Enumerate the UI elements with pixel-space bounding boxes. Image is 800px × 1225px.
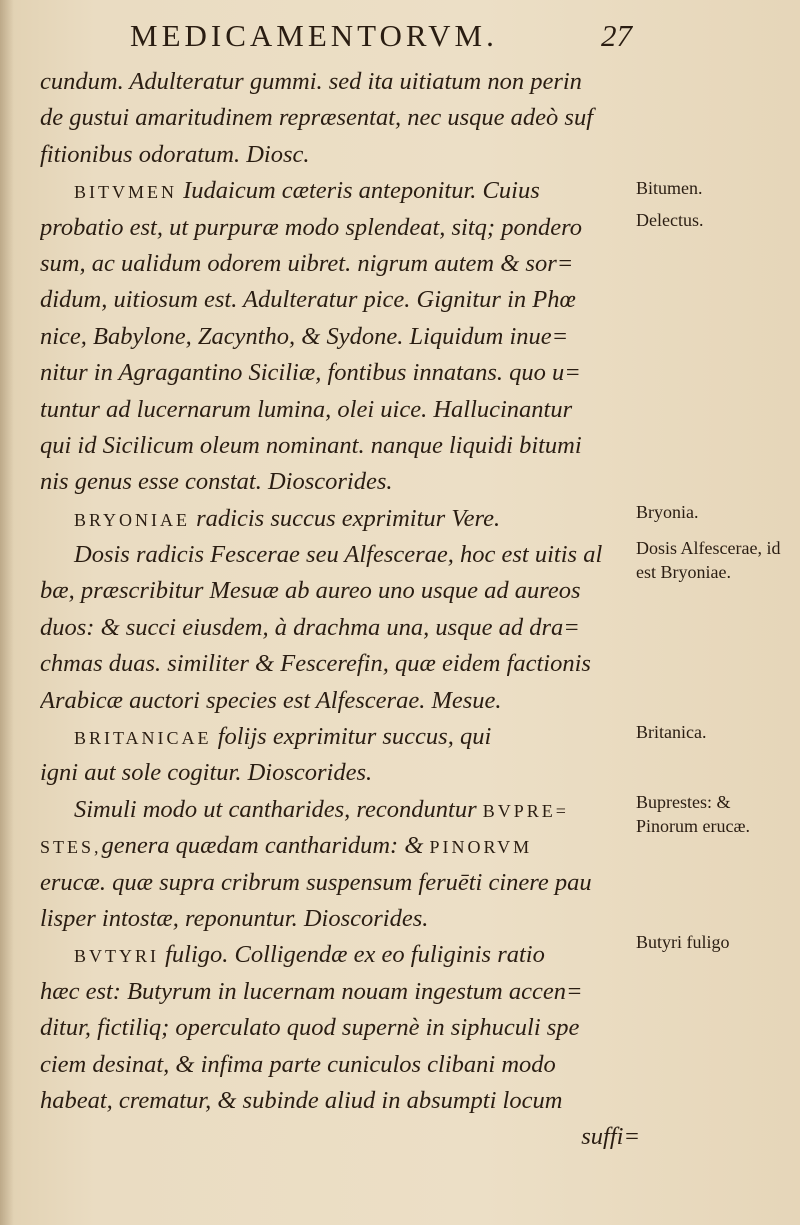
entry-britanicae	[40, 719, 640, 755]
marginal-note-dosis: Dosis Alfescerae, id est Bryoniae.	[636, 538, 781, 582]
headword-buprestes-1: BVPRE=	[482, 800, 569, 821]
headword-pinorum: PINORVM	[429, 837, 533, 858]
text-line: Dosis radicis Fescerae seu Alfescerae, hoc est uitis al	[74, 541, 603, 569]
headword-butyri: BVTYRI	[74, 946, 159, 967]
text-line: nice, Babylone, Zacyntho, & Sydone. Liquidum inue=	[40, 322, 569, 350]
text-line: lisper intostæ, reponuntur. Dioscorides.	[40, 904, 429, 932]
headword-bitumen: BITVMEN	[74, 182, 177, 203]
text-line: nitur in Agragantino Siciliæ, fontibus innatans. quo u=	[40, 359, 581, 387]
text-line: sum, ac ualidum odorem uibret. nigrum autem & sor=	[40, 249, 574, 277]
marginal-note-bryonia: Bryonia.	[636, 502, 699, 522]
headword-buprestes-2: STES,	[40, 837, 102, 858]
headword-britanicae: BRITANICAE	[74, 728, 212, 749]
text-line: hæc est: Butyrum in lucernam nouam ingestum accen=	[40, 977, 583, 1005]
page-number: 27	[601, 18, 632, 53]
text-line: habeat, crematur, & subinde aliud in absumpti locum	[40, 1086, 563, 1114]
marginal-note-bitumen: Bitumen.	[636, 178, 703, 198]
text-line: qui id Sicilicum oleum nominant. nanque liquidi bitumi	[40, 431, 582, 459]
text-line: didum, uitiosum est. Adulteratur pice. Gignitur in Phœ	[40, 286, 576, 314]
entry-bryoniae	[40, 501, 640, 537]
entry-buprestes	[40, 792, 640, 828]
text-line: chmas duas. similiter & Fescerefin, quæ eidem factionis	[40, 650, 591, 678]
text-line: cundum. Adulteratur gummi. sed ita uitiatum non perin	[40, 68, 582, 95]
running-header	[130, 18, 640, 54]
text-line: ditur, fictiliq; operculato quod supernè in siphuculi spe	[40, 1014, 580, 1042]
running-title: MEDICAMENTORVM.	[130, 18, 498, 53]
text-line: ciem desinat, & infima parte cuniculos clibani modo	[40, 1050, 556, 1078]
text-line: de gustui amaritudinem repræsentat, nec usque adeò suf	[40, 104, 594, 132]
marginal-note-butyri: Butyri fuligo	[636, 932, 730, 952]
text-line: folijs exprimitur succus, qui	[217, 723, 492, 751]
text-line: fuligo. Colligendæ ex eo fuliginis ratio	[165, 941, 545, 969]
text-line: duos: & succi eiusdem, à drachma una, usque ad dra=	[40, 613, 580, 641]
text-line: Iudaicum cæteris anteponitur. Cuius	[183, 177, 540, 205]
text-line: bæ, præscribitur Mesuæ ab aureo uno usque ad aureos	[40, 577, 581, 605]
text-line: fitionibus odoratum. Diosc.	[40, 140, 310, 168]
text-line: igni aut sole cogitur. Dioscorides.	[40, 759, 373, 787]
main-text	[40, 64, 640, 1156]
text-line: erucæ. quæ supra cribrum suspensum feruēti cinere pau	[40, 868, 592, 896]
headword-bryoniae: BRYONIAE	[74, 509, 191, 530]
text-line: radicis succus exprimitur Vere.	[196, 504, 501, 532]
marginal-note-britanica: Britanica.	[636, 722, 707, 742]
text-line: tuntur ad lucernarum lumina, olei uice. Hallucinantur	[40, 395, 573, 423]
text-line: Simuli modo ut cantharides, reconduntur	[74, 795, 477, 823]
text-line: probatio est, ut purpuræ modo splendeat, sitq; pondero	[40, 213, 582, 241]
entry-pinorum	[40, 828, 640, 864]
marginal-note-buprestes: Buprestes: & Pinorum erucæ.	[636, 792, 750, 836]
catchword: suffi=	[581, 1123, 640, 1151]
entry-bitumen	[40, 173, 640, 209]
text-line: genera quædam cantharidum: &	[101, 832, 424, 860]
text-line: Arabicæ auctori species est Alfescerae. Mesue.	[40, 686, 502, 714]
text-line: nis genus esse constat. Dioscorides.	[40, 468, 393, 496]
entry-butyri	[40, 937, 640, 973]
marginal-note-delectus: Delectus.	[636, 210, 704, 230]
